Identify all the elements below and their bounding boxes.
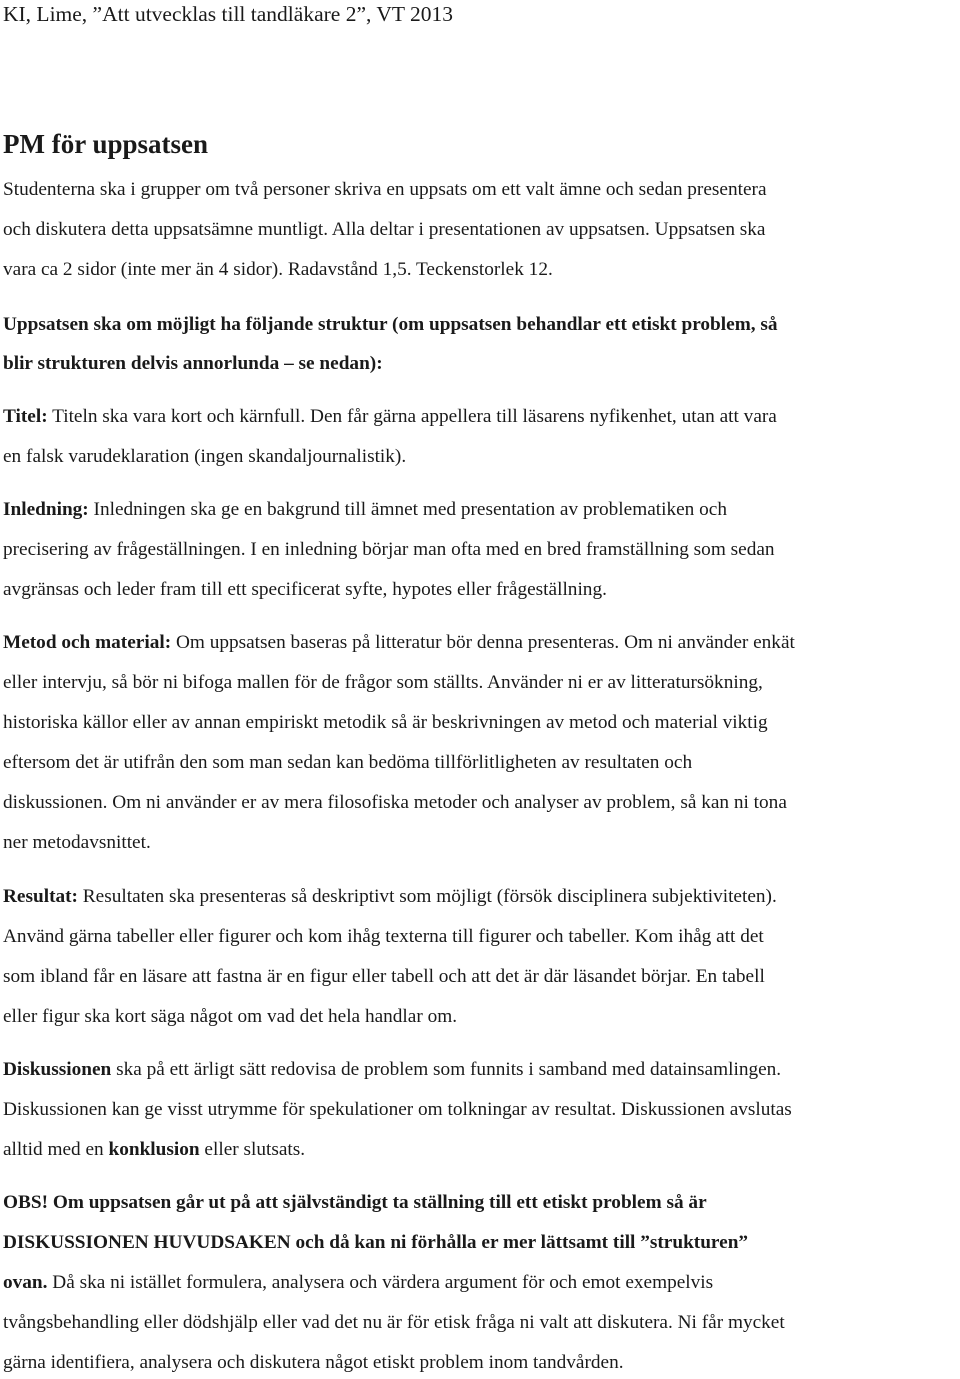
- text-line: [3, 1231, 748, 1255]
- text-run: en falsk varudeklaration (ingen skandaljournalistik).: [3, 446, 407, 467]
- text-run: diskussionen. Om ni använder er av mera filosofiska metoder och analyser av problem, så kan ni tona: [3, 792, 787, 813]
- text-run: ner metodavsnittet.: [3, 832, 151, 853]
- text-line: [3, 791, 787, 815]
- text-run: eller intervju, så bör ni bifoga mallen för de frågor som ställts. Använder ni er av litteratursökning,: [3, 672, 763, 693]
- text-line: [3, 1191, 707, 1215]
- text-line: [3, 1098, 792, 1122]
- bold-text: Diskussionen: [3, 1059, 112, 1080]
- bold-text: DISKUSSIONEN HUVUDSAKEN och då kan ni förhålla er mer lättsamt till ”strukturen”: [3, 1232, 749, 1253]
- text-line: [3, 218, 766, 242]
- text-run: Inledningen ska ge en bakgrund till ämnet med presentation av problematiken och: [88, 499, 727, 520]
- bold-text: konklusion: [108, 1139, 200, 1160]
- text-line: [3, 313, 778, 337]
- text-line: [3, 258, 553, 282]
- text-run: gärna identifiera, analysera och diskutera något etiskt problem inom tandvården.: [3, 1352, 624, 1373]
- text-line: [3, 445, 406, 469]
- text-run: eller slutsats.: [199, 1139, 306, 1160]
- text-line: [3, 538, 775, 562]
- text-run: Använd gärna tabeller eller figurer och kom ihåg texterna till figurer och tabeller. Kom ihåg att det: [3, 926, 764, 947]
- text-line: [3, 498, 727, 522]
- text-run: alltid med en: [3, 1139, 109, 1160]
- text-line: [3, 965, 765, 989]
- text-run: och diskutera detta uppsatsämne muntligt. Alla deltar i presentationen av uppsatsen. Uppsatsen ska: [3, 219, 766, 240]
- text-run: eftersom det är utifrån den som man sedan kan bedöma tillförlitligheten av resultaten och: [3, 752, 693, 773]
- text-run: Titeln ska vara kort och kärnfull. Den får gärna appellera till läsarens nyfikenhet, utan att vara: [47, 406, 777, 427]
- text-line: [3, 405, 777, 429]
- text-line: [3, 1351, 624, 1375]
- bold-text: Metod och material:: [3, 632, 172, 653]
- text-run: precisering av frågeställningen. I en inledning börjar man ofta med en bred framställning som sedan: [3, 539, 775, 560]
- bold-text: Titel:: [3, 406, 48, 427]
- text-run: avgränsas och leder fram till ett specificerat syfte, hypotes eller frågeställning.: [3, 579, 607, 600]
- text-line: [3, 352, 383, 376]
- text-line: [3, 578, 607, 602]
- text-run: eller figur ska kort säga något om vad det hela handlar om.: [3, 1006, 458, 1027]
- bold-text: Uppsatsen ska om möjligt ha följande struktur (om uppsatsen behandlar ett etiskt problem, så: [3, 314, 778, 335]
- text-run: Då ska ni istället formulera, analysera och värdera argument för och emot exempelvis: [47, 1272, 714, 1293]
- text-run: Om uppsatsen baseras på litteratur bör denna presenteras. Om ni använder enkät: [171, 632, 795, 653]
- text-line: [3, 925, 764, 949]
- text-line: [3, 1005, 457, 1029]
- text-run: Diskussionen kan ge visst utrymme för spekulationer om tolkningar av resultat. Diskussionen avslutas: [3, 1099, 792, 1120]
- text-run: Studenterna ska i grupper om två personer skriva en uppsats om ett valt ämne och sedan presentera: [3, 179, 767, 200]
- text-line: [3, 1311, 785, 1335]
- text-line: [3, 751, 692, 775]
- text-line: [3, 1138, 305, 1162]
- text-line: [3, 831, 151, 855]
- bold-text: ovan.: [3, 1272, 48, 1293]
- text-run: historiska källor eller av annan empiriskt metodik så är beskrivningen av metod och material viktig: [3, 712, 768, 733]
- text-run: som ibland får en läsare att fastna är en figur eller tabell och att det är där läsandet börjar. En tabell: [3, 966, 765, 987]
- bold-text: OBS! Om uppsatsen går ut på att självständigt ta ställning till ett etiskt problem så är: [3, 1192, 707, 1213]
- text-run: vara ca 2 sidor (inte mer än 4 sidor). Radavstånd 1,5. Teckenstorlek 12.: [3, 259, 553, 280]
- text-line: [3, 1271, 713, 1295]
- text-line: [3, 631, 795, 655]
- text-line: [3, 885, 777, 909]
- text-run: tvångsbehandling eller dödshjälp eller vad det nu är för etisk fråga ni valt att diskutera. Ni får mycket: [3, 1312, 785, 1333]
- bold-text: Resultat:: [3, 886, 78, 907]
- text-line: [3, 671, 763, 695]
- text-run: ska på ett ärligt sätt redovisa de problem som funnits i samband med datainsamlingen.: [111, 1059, 782, 1080]
- document-header: KI, Lime, ”Att utvecklas till tandläkare 2”, VT 2013: [3, 2, 453, 26]
- text-line: [3, 1058, 781, 1082]
- bold-text: Inledning:: [3, 499, 89, 520]
- text-line: [3, 711, 768, 735]
- text-line: [3, 178, 767, 202]
- document-title: PM för uppsatsen: [3, 129, 209, 159]
- bold-text: blir strukturen delvis annorlunda – se nedan):: [3, 353, 383, 374]
- text-run: Resultaten ska presenteras så deskriptivt som möjligt (försök disciplinera subjektiviteten).: [77, 886, 777, 907]
